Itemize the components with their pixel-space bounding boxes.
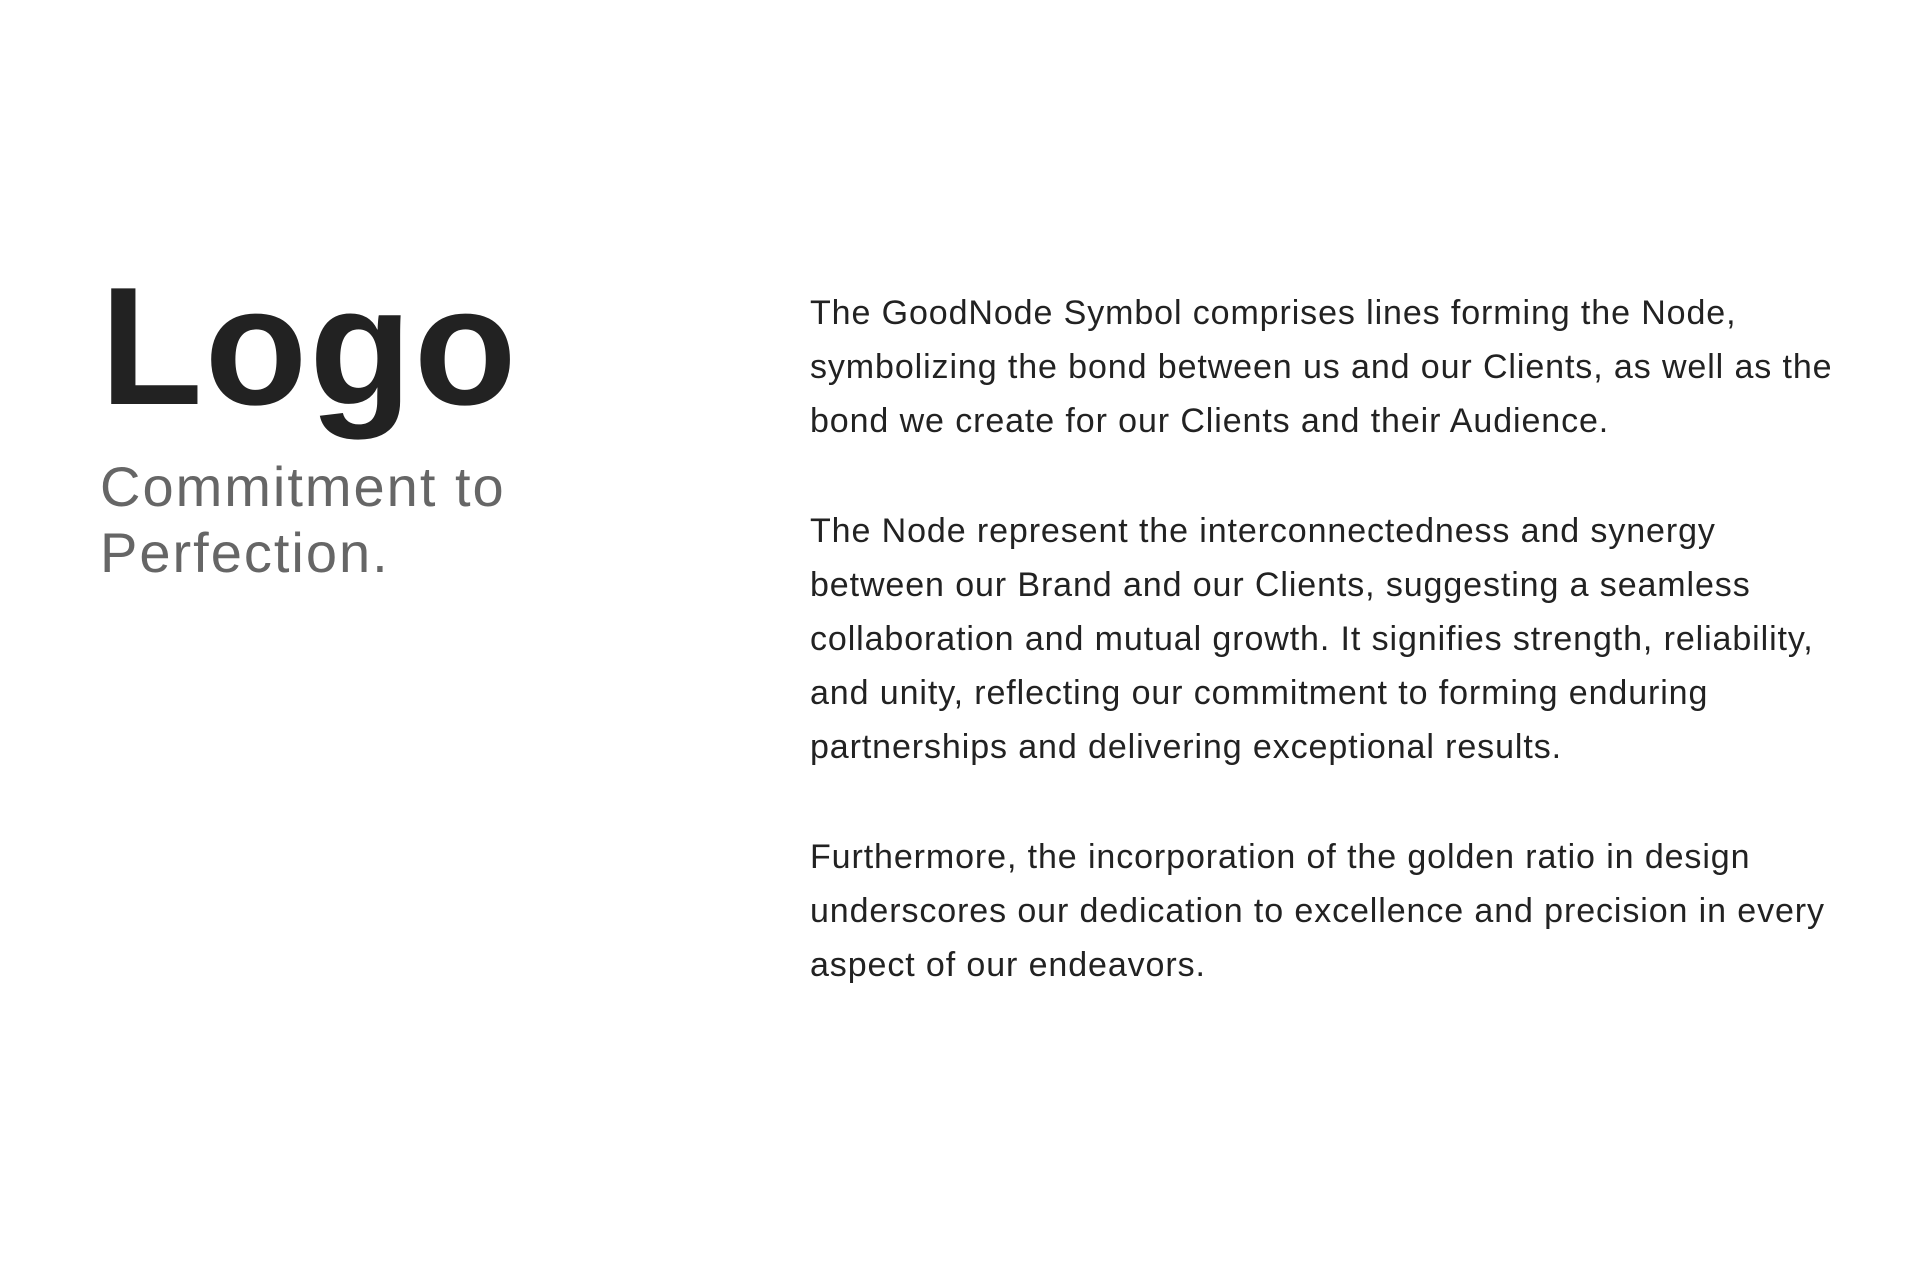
paragraph-node-meaning: The Node represent the interconnectedness and synergy between our Brand and our Clients, suggesting a seamless collaboration and mutual growth. It signifies strength, reliability, and unity, reflecting our commitment to forming enduring partnerships and delivering exceptional results. (810, 512, 1814, 766)
page-subtitle: Commitment to Perfection. (100, 455, 506, 584)
paragraph-symbol-meaning: The GoodNode Symbol comprises lines forming the Node, symbolizing the bond between us and our Clients, as well as the bond we create for our Clients and their Audience. (810, 294, 1833, 440)
description-block (810, 286, 1850, 992)
paragraph-golden-ratio: Furthermore, the incorporation of the golden ratio in design underscores our dedication to excellence and precision in every aspect of our endeavors. (810, 838, 1825, 984)
page-title: Logo (100, 252, 519, 440)
heading-block (100, 252, 720, 586)
